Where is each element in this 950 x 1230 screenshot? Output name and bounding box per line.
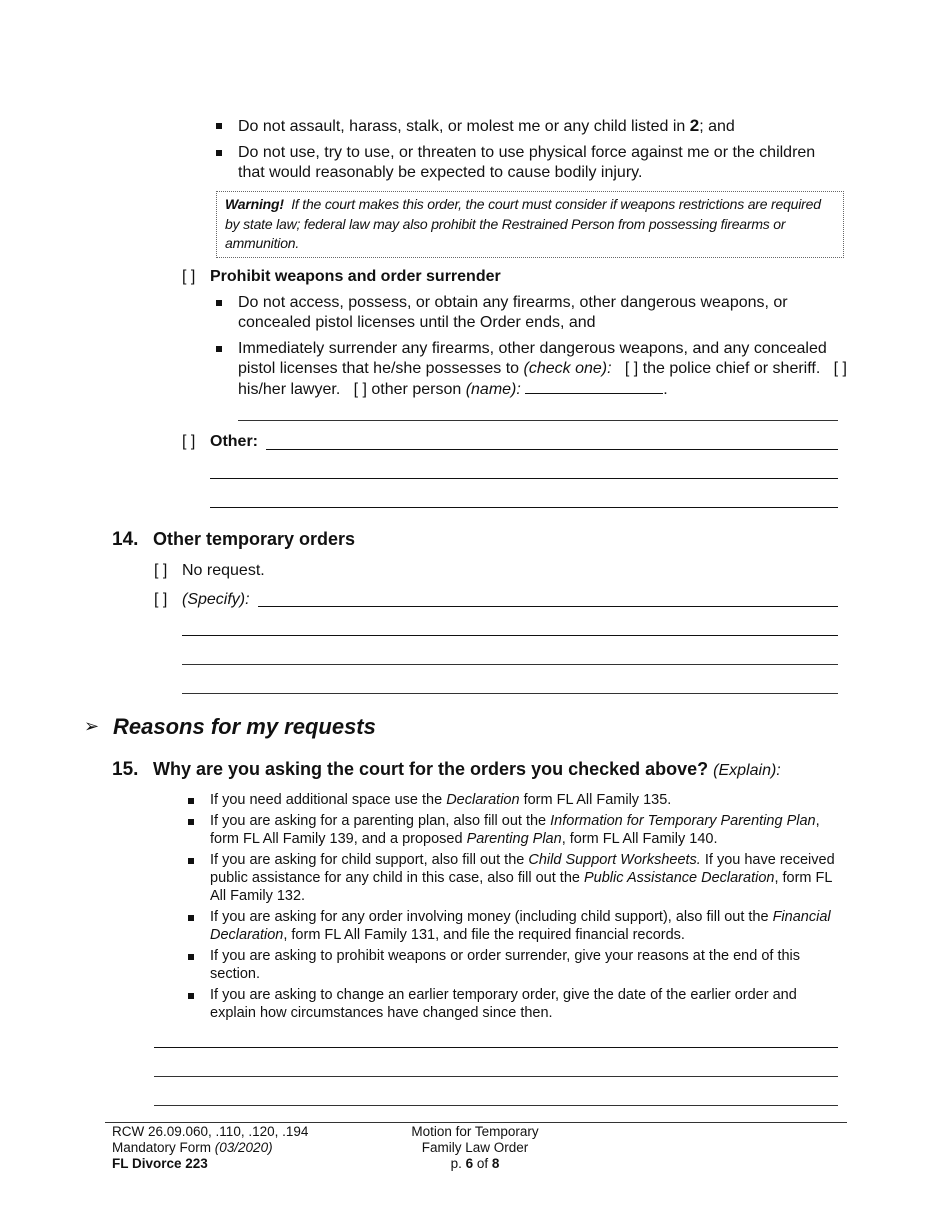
other-line-1[interactable]	[266, 449, 838, 450]
specify-line-3[interactable]	[182, 664, 838, 665]
section-15-number: 15.	[112, 759, 139, 780]
bullet-text: Do not assault, harass, stalk, or molest me or any child listed in	[238, 118, 690, 135]
bullet-text: Do not use, try to use, or threaten to use physical force against me or the children that would reasonably be expected to cause bodily injury.	[238, 144, 816, 181]
other-line-2[interactable]	[210, 478, 838, 479]
specify-checkbox[interactable]: [ ]	[154, 591, 168, 608]
explain-label: (Explain):	[713, 762, 781, 779]
section-ref: 2	[689, 116, 700, 135]
restraint-bullet-1	[216, 116, 858, 137]
weapons-title: Prohibit weapons and order surrender	[210, 268, 501, 285]
reasons-line-3[interactable]	[154, 1105, 838, 1106]
footer-center	[395, 1124, 555, 1172]
option-lawyer-checkbox[interactable]: [ ]	[833, 360, 847, 377]
other-checkbox[interactable]: [ ]	[182, 433, 196, 450]
weapons-bullet-1	[216, 293, 848, 333]
section-14-number: 14.	[112, 529, 139, 550]
reasons-heading: Reasons for my requests	[113, 714, 376, 739]
section-15-title-row	[153, 759, 781, 780]
reasons-line-1[interactable]	[154, 1047, 838, 1048]
instruction-bullet-5: If you are asking to prohibit weapons or order surrender, give your reasons at the end of this section.	[188, 947, 840, 983]
restraint-bullet-2	[216, 143, 838, 183]
footer-mandatory: Mandatory Form (03/2020)	[112, 1140, 273, 1155]
name-label: (name):	[465, 381, 521, 398]
footer-title-1: Motion for Temporary	[411, 1124, 539, 1139]
option-police-checkbox[interactable]: [ ]	[624, 360, 639, 377]
specify-line-2[interactable]	[182, 635, 838, 636]
instruction-bullet-2: If you are asking for a parenting plan, also fill out the Information for Temporary Parenting Plan, form FL All Family 139, and a proposed Parenting Plan, form FL All Family 140.	[188, 812, 840, 848]
option-police-label: the police chief or sheriff.	[642, 360, 821, 377]
arrow-icon: ➢	[84, 716, 100, 736]
option-other-label: other person	[371, 381, 462, 398]
other-line-3[interactable]	[210, 507, 838, 508]
specify-label: (Specify):	[182, 591, 250, 608]
section-14-title: Other temporary orders	[153, 529, 356, 549]
specify-line-1[interactable]	[258, 606, 838, 607]
footer-form-id: FL Divorce 223	[112, 1156, 208, 1171]
footer-rcw: RCW 26.09.060, .110, .120, .194	[112, 1124, 309, 1139]
weapons-checkbox[interactable]: [ ]	[182, 268, 196, 285]
no-request-checkbox[interactable]: [ ]	[154, 562, 168, 579]
warning-label: Warning!	[225, 196, 284, 212]
option-other-checkbox[interactable]: [ ]	[353, 381, 367, 398]
footer-title-2: Family Law Order	[421, 1140, 529, 1155]
bullet-text: ; and	[699, 118, 735, 135]
instruction-bullet-4: If you are asking for any order involving money (including child support), also fill out the Financial Declaration, form FL All Family 131, and file the required financial records.	[188, 908, 840, 944]
section-15-title: Why are you asking the court for the orders you checked above?	[153, 759, 709, 779]
instruction-bullet-6: If you are asking to change an earlier temporary order, give the date of the earlier order and explain how circumstances have changed since then.	[188, 986, 840, 1022]
warning-box	[216, 191, 844, 258]
footer-page: p. 6 of 8	[450, 1156, 500, 1171]
bullet-text: Do not access, possess, or obtain any firearms, other dangerous weapons, or concealed pistol licenses until the Order ends, and	[238, 294, 788, 331]
instruction-bullet-3: If you are asking for child support, also fill out the Child Support Worksheets. If you have received public assistance for any child in this case, also fill out the Public Assistance Declaration, form FL All Family 132.	[188, 851, 840, 905]
instruction-bullet-1: If you need additional space use the Declaration form FL All Family 135.	[188, 791, 840, 809]
other-person-name-field[interactable]	[525, 379, 663, 394]
option-lawyer-label: his/her lawyer.	[238, 381, 341, 398]
specify-line-4[interactable]	[182, 693, 838, 694]
weapons-extra-line[interactable]	[238, 420, 838, 421]
bullet-text: Immediately surrender any firearms, other dangerous weapons, and any concealed pistol licenses that he/she possesses to	[238, 340, 827, 377]
check-one-label: (check one):	[523, 360, 612, 377]
weapons-bullet-2	[216, 339, 850, 400]
no-request-label: No request.	[182, 562, 265, 579]
reasons-line-2[interactable]	[154, 1076, 838, 1077]
period: .	[663, 381, 668, 398]
footer-divider	[105, 1122, 847, 1123]
other-label: Other:	[210, 433, 258, 450]
warning-text: If the court makes this order, the court must consider if weapons restrictions are required by state law; federal law may also prohibit the Restrained Person from possessing firearms or ammunition.	[225, 196, 821, 251]
footer-left	[112, 1124, 308, 1172]
